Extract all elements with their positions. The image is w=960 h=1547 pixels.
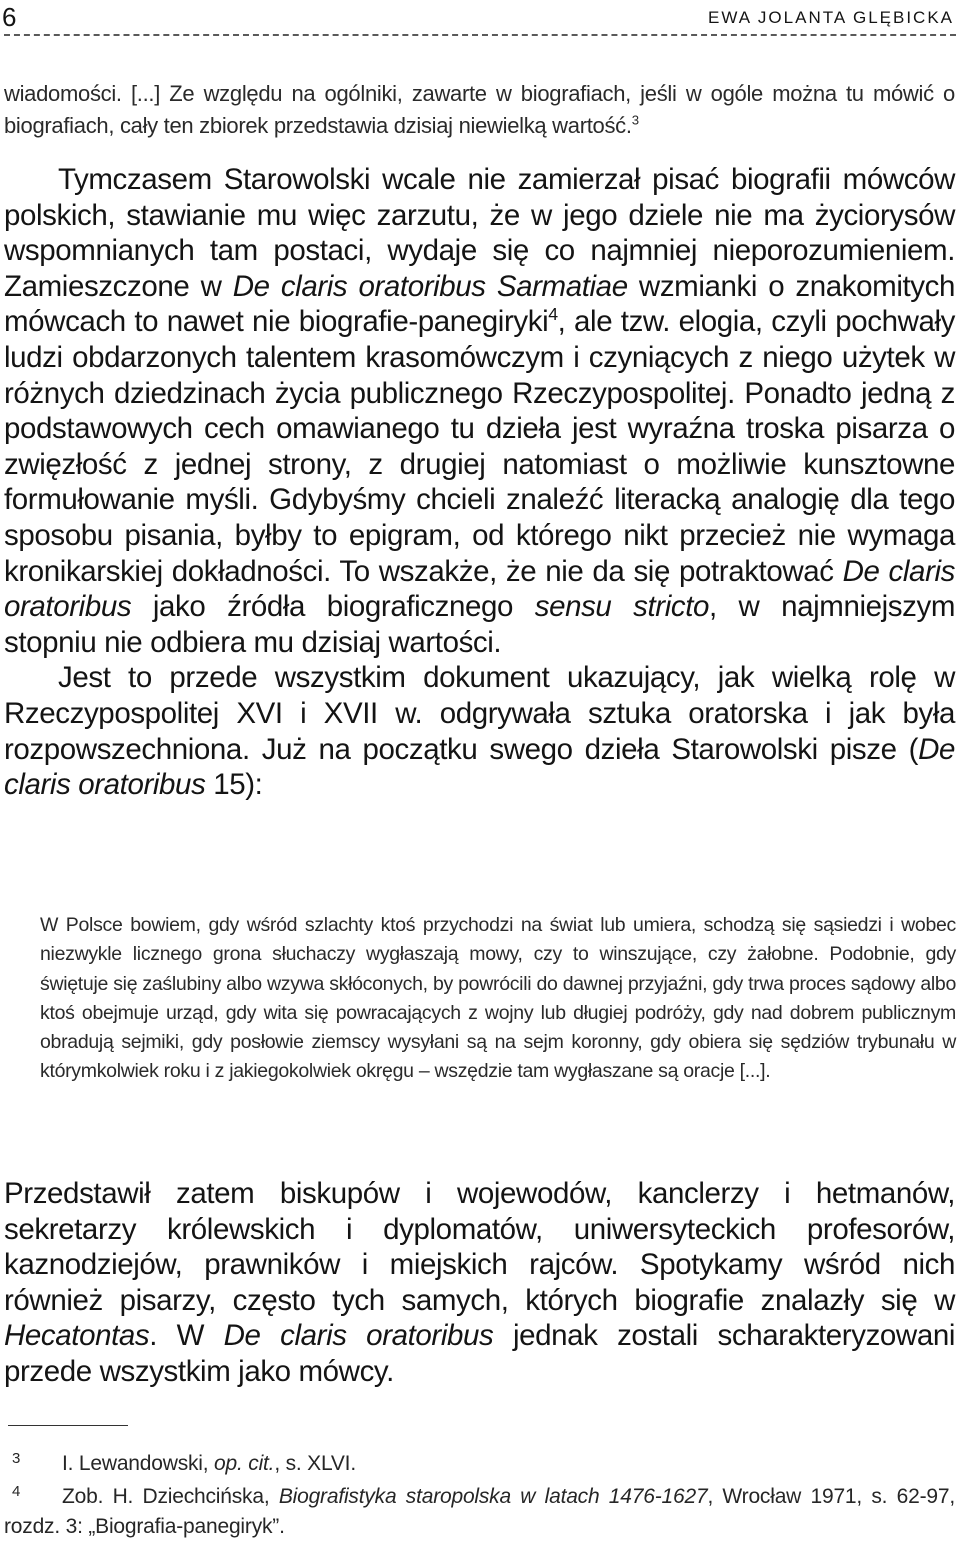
paragraph-1 [4, 162, 955, 660]
paragraph-3 [4, 1176, 955, 1390]
footnote-text: Zob. H. Dziechcińska, [62, 1485, 279, 1508]
para1-text-c: , ale tzw. elogia, czyli pochwały ludzi obdarzonych talentem krasomówczym i czyniących z niego użytek w różnych dziedzinach życia publicznego Rzeczypospolitej. Ponadto jedną z podstawowych cech omawianego tu dzieła jest wyraźna troska pisarza o zwięzłość z jednej strony, z drugiej natomiast o możliwie kunsztowne formułowanie myśli. Gdybyśmy chcieli znaleźć literacką analogię dla tego sposobu pisania, byłby to epigram, od którego nikt przecież nie wymaga kronikarskiej dokładności. To wszakże, że nie da się potraktować [4, 305, 955, 588]
main-text [4, 162, 955, 803]
para3-text-c: jednak zostali scharakteryzowani przede wszystkim jako mówcy. [4, 1319, 955, 1388]
footnote-ref-4: 4 [548, 304, 558, 325]
footnote-text: , s. XLVI. [274, 1452, 356, 1475]
para1-text-a: Tymczasem Starowolski wcale nie zamierzał pisać biografii mówców polskich, stawianie mu więc zarzutu, że w jego dziele nie ma życiorysów wspomnianych tam postaci, wydaje się co najmniej nieporozumieniem. Zamieszczone w [4, 163, 955, 303]
title-hecatontas: Hecatontas [4, 1319, 150, 1353]
footnote-4 [4, 1477, 955, 1542]
footnote-text: , Wrocław 1971, s. 62-97, rozdz. 3: „Biografia-panegiryk”. [4, 1485, 956, 1538]
title-de-claris-2: De claris oratoribus [4, 732, 955, 802]
title-de-claris: De claris oratoribus [4, 554, 955, 624]
block-quote [40, 911, 956, 1087]
footnote-mark: 4 [12, 1483, 21, 1500]
footnote-text: I. Lewandowski, [62, 1452, 215, 1475]
running-head: EWA JOLANTA GLĘBICKA [708, 8, 954, 27]
latin-phrase: sensu stricto [534, 590, 710, 624]
footnote-italic: Biografistyka staropolska w latach 1476-1627 [278, 1485, 708, 1508]
quote-text: W Polsce bowiem, gdy wśród szlachty ktoś przychodzi na świat lub umiera, schodzą się sąsiedzi i wobec niezwykle licznego grona słuchaczy wygłaszają mowy, czy to winszujące, czy żałobne. Podobnie, gdy świętuje się zaślubiny albo wzywa skłóconych, by powrócili do dawnej przyjaźni, gdy trwa proces sądowy albo ktoś obejmuje urząd, gdy wita się powracających z wojny lub długiej podróży, gdy nad dobrem publicznym obradują sejmiki, gdy posłowie ziemscy wysyłani są na sejm koronny, gdy obiera się sędziów trybunału w którymkolwiek roku i z jakiegokolwiek okręgu – wszędzie tam wygłaszane są oracje [...]. [40, 914, 956, 1083]
header-rule [4, 34, 956, 36]
para2-text-b: 15): [205, 768, 263, 802]
footnote-3 [4, 1444, 955, 1479]
title-de-claris-sarmatiae: De claris oratoribus Sarmatiae [232, 269, 628, 303]
footnote-mark: 3 [12, 1450, 21, 1467]
para1-text-d: jako źródła biograficznego [131, 590, 535, 624]
page-number: 6 [2, 2, 16, 32]
para1-text-b: wzmianki o znakomitych mówcach to nawet nie biografie-panegiryki [4, 269, 955, 339]
footnote-ref-3: 3 [631, 112, 639, 128]
page-header [2, 2, 954, 36]
paragraph-2 [4, 660, 955, 802]
para3-text-b: . W [149, 1319, 224, 1353]
para2-text-a: Jest to przede wszystkim dokument ukazujący, jak wielką rolę w Rzeczypospolitej XVI i XVII w. odgrywała sztuka oratorska i jak była rozpowszechniona. Już na początku swego dzieła Starowolski pisze ( [4, 661, 955, 766]
title-de-claris-3: De claris oratoribus [223, 1319, 494, 1353]
footnote-italic: op. cit. [214, 1452, 275, 1475]
para3-text-a: Przedstawił zatem biskupów i wojewodów, kanclerzy i hetmanów, sekretarzy królewskich i dyplomatów, uniwersyteckich profesorów, kaznodziejów, prawników i miejskich rajców. Spotykamy wśród nich również pisarzy, często tych samych, których biografie znalazły się w [4, 1177, 955, 1317]
para1-text-e: , w najmniejszym stopniu nie odbiera mu dzisiaj wartości. [4, 590, 955, 659]
footnote-rule [8, 1425, 128, 1426]
intro-text: wiadomości. [...] Ze względu na ogólniki, zawarte w biografiach, jeśli w ogóle można tu mówić o biografiach, cały ten zbiorek przedstawia dzisiaj niewielką wartość. [4, 81, 955, 138]
intro-paragraph [4, 78, 955, 142]
